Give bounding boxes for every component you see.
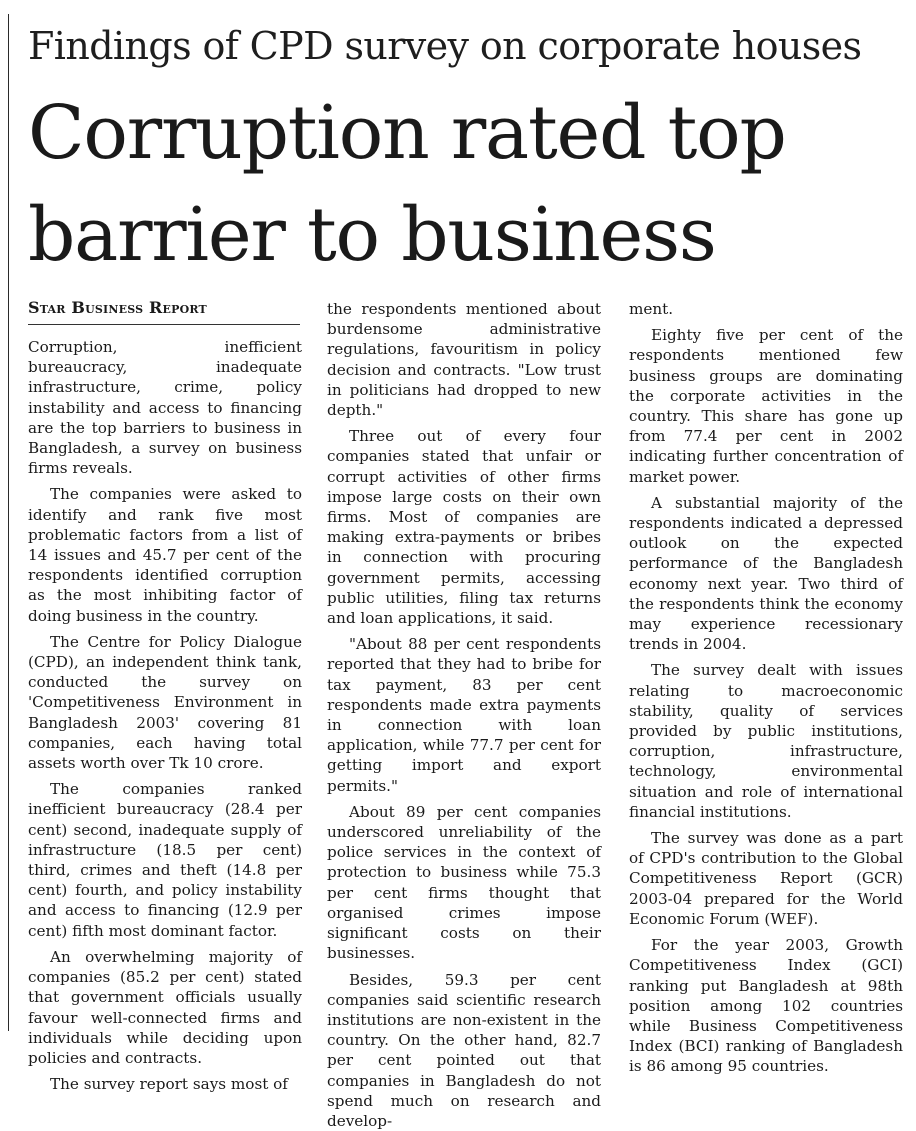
article-paragraph: The survey was done as a part of CPD's contribution to the Global Competitiveness Report (GCR) 2003-04 prepared for the World Economic Forum (WEF).	[629, 828, 903, 929]
article-paragraph: The survey report says most of	[28, 1074, 302, 1094]
article-column-1	[28, 298, 302, 1028]
article-column-2	[327, 299, 601, 1029]
article-paragraph: The companies ranked inefficient bureaucracy (28.4 per cent) second, inadequate supply of infrastructure (18.5 per cent) third, crimes and theft (14.8 per cent) fourth, and policy instability and access to financing (12.9 per cent) fifth most dominant factor.	[28, 779, 302, 941]
byline: Star Business Report	[28, 298, 300, 325]
article-paragraph: The companies were asked to identify and rank five most problematic factors from a list of 14 issues and 45.7 per cent of the respondents identified corruption as the most inhibiting factor of doing business in the country.	[28, 484, 302, 625]
article-paragraph: The survey dealt with issues relating to macroeconomic stability, quality of services provided by public institutions, corruption, infrastructure, technology, environmental situation and role of international financial institutions.	[629, 660, 903, 822]
article-paragraph: Corruption, inefficient bureaucracy, inadequate infrastructure, crime, policy instability and access to financing are the top barriers to business in Bangladesh, a survey on business firms reveals.	[28, 337, 302, 478]
article-paragraph: Besides, 59.3 per cent companies said scientific research institutions are non-existent in the country. On the other hand, 82.7 per cent pointed out that companies in Bangladesh do not spend much on research and develop-	[327, 970, 601, 1131]
article-paragraph: A substantial majority of the respondents indicated a depressed outlook on the expected performance of the Bangladesh economy next year. Two third of the respondents think the economy may experience recessionary trends in 2004.	[629, 493, 903, 655]
article-paragraph: The Centre for Policy Dialogue (CPD), an independent think tank, conducted the survey on 'Competitiveness Environment in Bangladesh 2003' covering 81 companies, each having total assets worth over Tk 10 crore.	[28, 632, 302, 773]
column-rule	[8, 14, 9, 1031]
kicker-headline: Findings of CPD survey on corporate houses	[28, 20, 861, 72]
article-paragraph: For the year 2003, Growth Competitiveness Index (GCI) ranking put Bangladesh at 98th position among 102 countries while Business Competitiveness Index (BCI) ranking of Bangladesh is 86 among 95 countries.	[629, 935, 903, 1076]
headline-line-2: barrier to business	[28, 184, 908, 286]
article-paragraph: ment.	[629, 299, 903, 319]
article-paragraph: the respondents mentioned about burdensome administrative regulations, favouritism in policy decision and contracts. "Low trust in politicians had dropped to new depth."	[327, 299, 601, 420]
article-paragraph: Eighty five per cent of the respondents mentioned few business groups are dominating the corporate activities in the country. This share has gone up from 77.4 per cent in 2002 indicating further concentration of market power.	[629, 325, 903, 487]
article-paragraph: About 89 per cent companies underscored unreliability of the police services in the context of protection to business while 75.3 per cent firms thought that organised crimes impose significant costs on their businesses.	[327, 802, 601, 964]
article-paragraph: An overwhelming majority of companies (85.2 per cent) stated that government officials usually favour well-connected firms and individuals while deciding upon policies and contracts.	[28, 947, 302, 1068]
article-column-3	[629, 299, 903, 1029]
article-paragraph: Three out of every four companies stated that unfair or corrupt activities of other firms impose large costs on their own firms. Most of companies are making extra-payments or bribes in connection with procuring government permits, accessing public utilities, filing tax returns and loan applications, it said.	[327, 426, 601, 628]
main-headline	[28, 82, 908, 286]
article-paragraph: "About 88 per cent respondents reported that they had to bribe for tax payment, 83 per cent respondents made extra payments in connection with loan application, while 77.7 per cent for getting import and export permits."	[327, 634, 601, 796]
headline-line-1: Corruption rated top	[28, 82, 908, 184]
